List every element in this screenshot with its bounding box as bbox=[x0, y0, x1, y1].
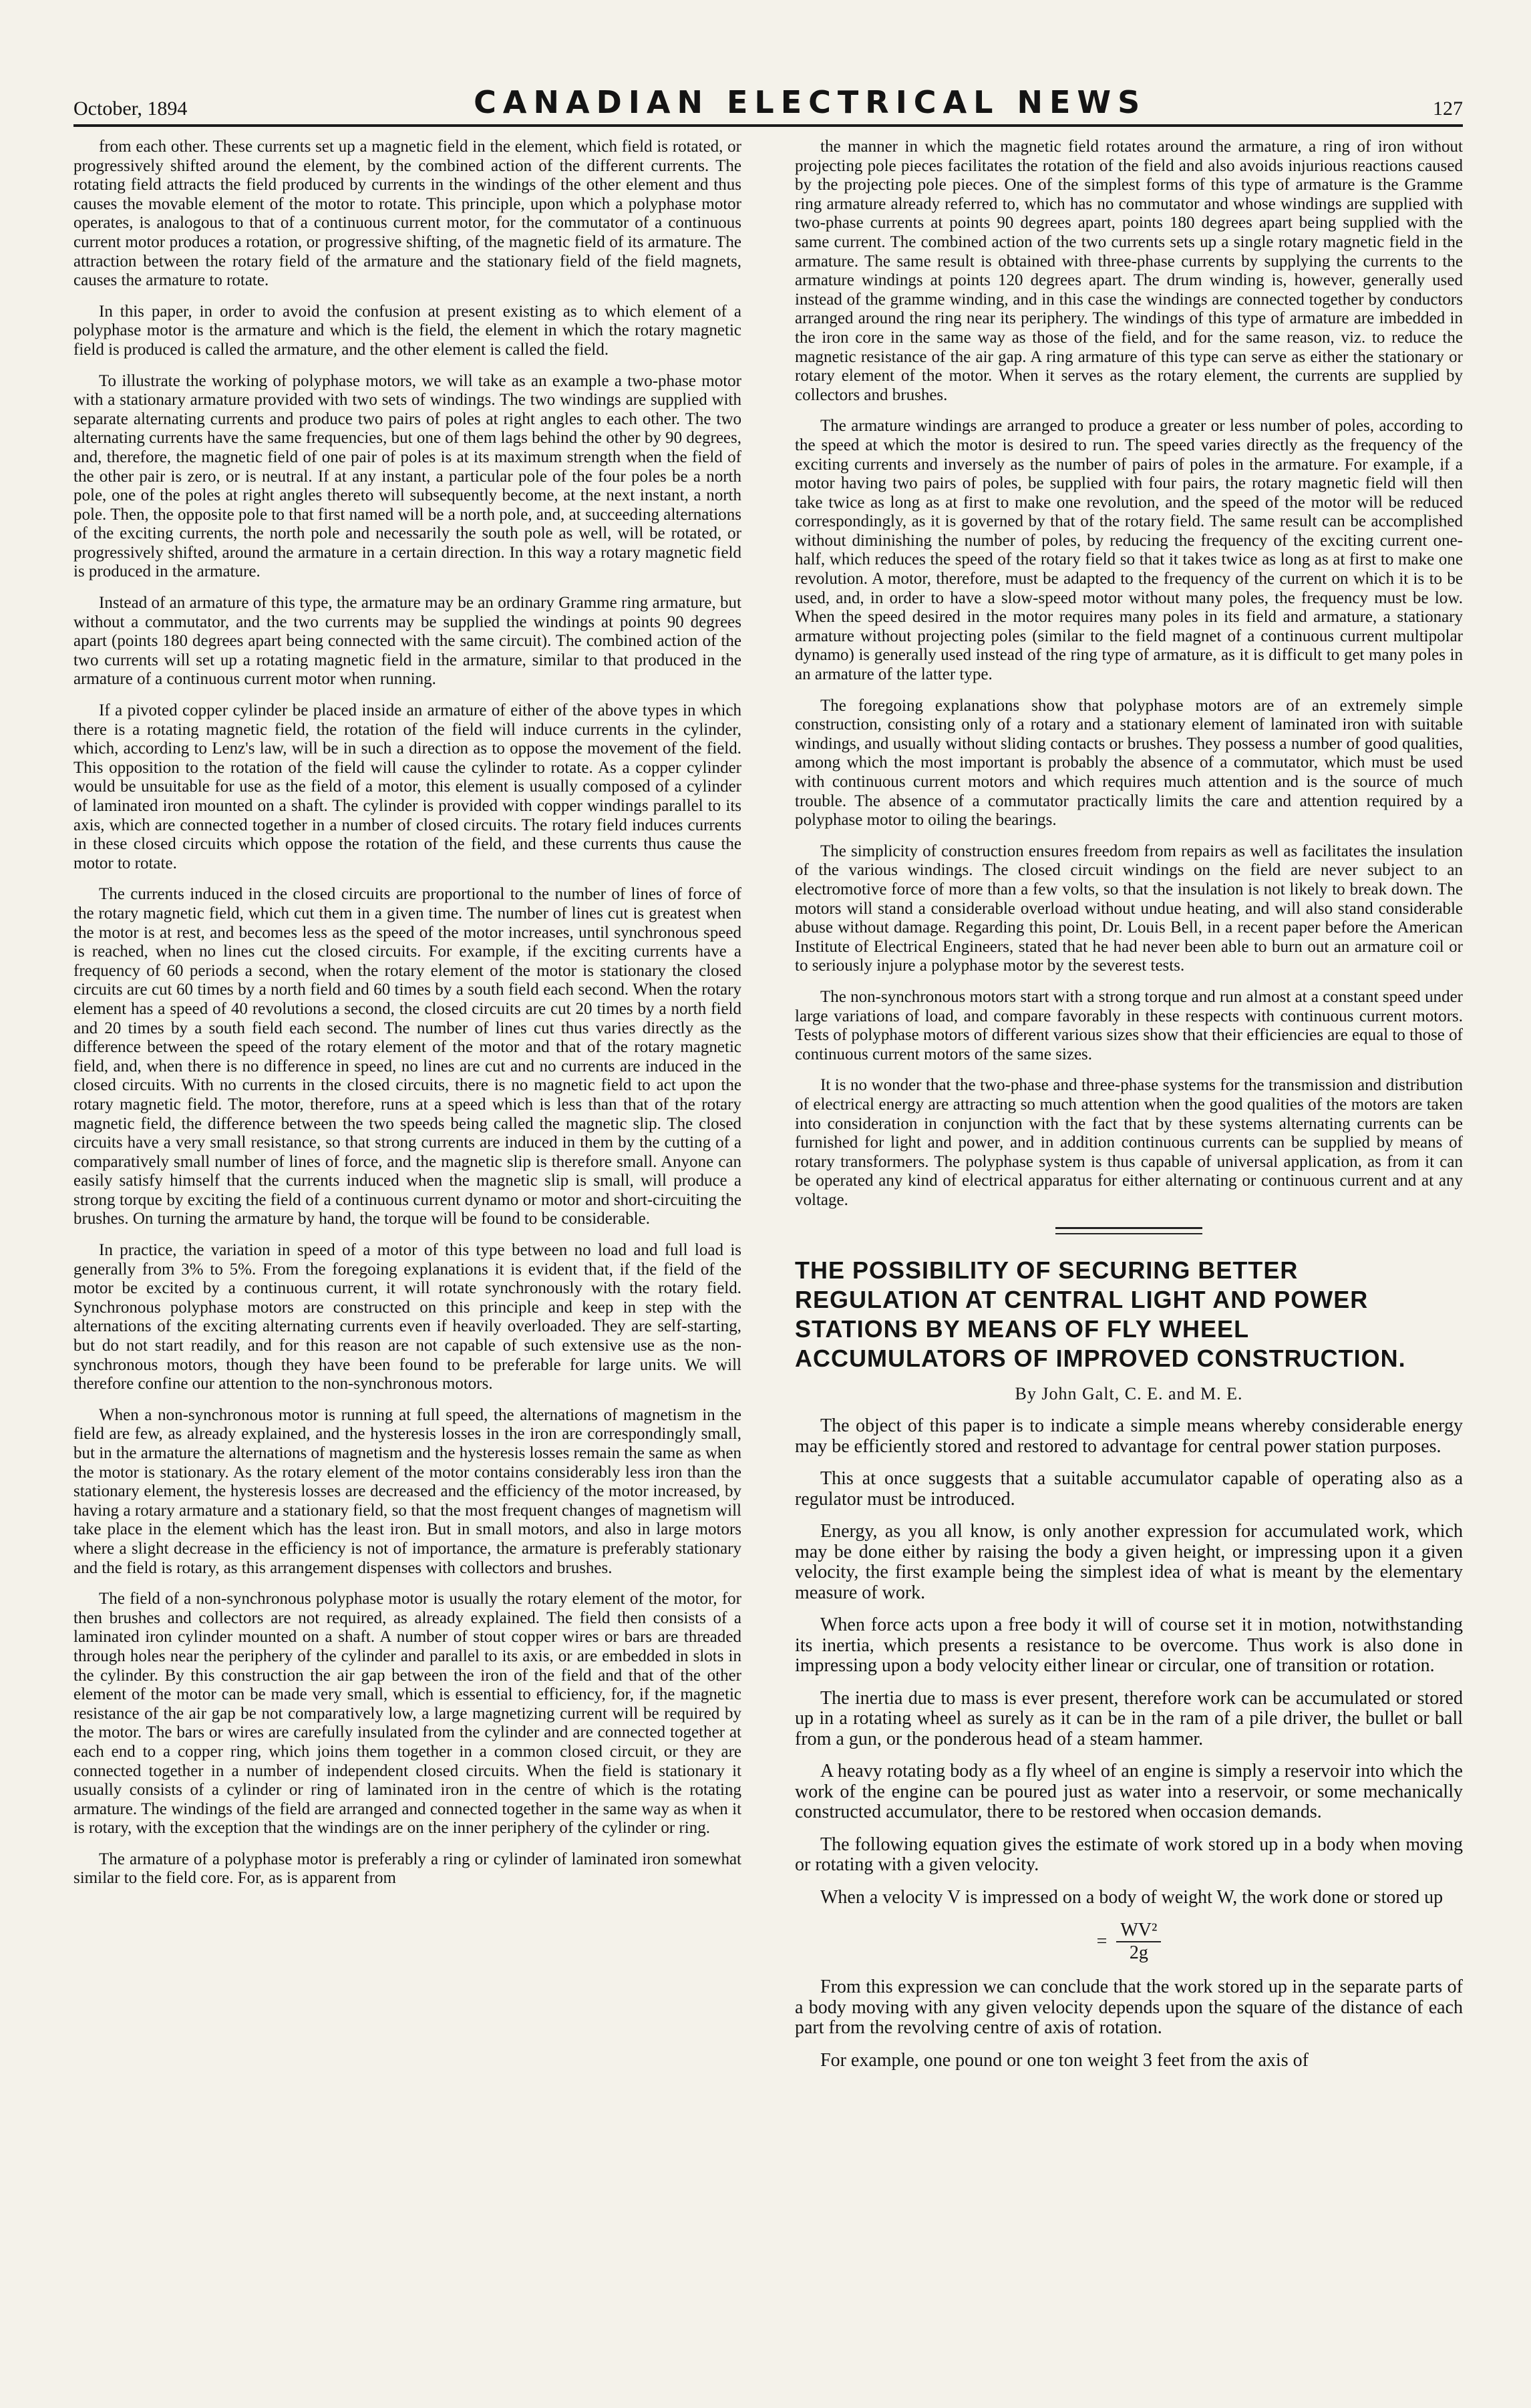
paragraph: the manner in which the magnetic field rotates around the armature, a ring of iron without projecting pole pieces facilitates the rotation of the field and also avoids injurious reactions caused by the projecting pole pieces. One of the simplest forms of this type of armature is the Gramme ring armature already referred to, which has no commutator and whose windings are supplied with two-phase currents at points 90 degrees apart, points 180 degrees apart being supplied with the same current. The combined action of the two currents sets up a single rotary magnetic field in the armature. The same result is obtained with three-phase currents by supplying the currents to the armature windings at points 120 degrees apart. The drum winding is, however, generally used instead of the gramme winding, and in this case the windings are connected together by conductors arranged around the ring near its periphery. The windings of this type of armature are imbedded in the iron core in the same way as those of the field, and for the same reason, viz. to reduce the magnetic resistance of the air gap. A ring armature of this type can serve as either the stationary or rotary element of the motor. When it serves as the rotary element, the currents are supplied by collectors and brushes. bbox=[795, 138, 1463, 404]
paragraph: This at once suggests that a suitable accumulator capable of operating also as a regulator must be introduced. bbox=[795, 1468, 1463, 1510]
article-title: THE POSSIBILITY OF SECURING BETTER REGULATION AT CENTRAL LIGHT AND POWER STATIONS BY MEANS OF FLY WHEEL ACCUMULATORS OF IMPROVED CONSTRUCTION. bbox=[795, 1256, 1406, 1373]
formula-fraction bbox=[1116, 1920, 1161, 1964]
formula-equals: = bbox=[1096, 1931, 1108, 1952]
paragraph: The currents induced in the closed circuits are proportional to the number of lines of force of the rotary magnetic field, which cut them in a given time. The number of lines cut is greatest when the motor is at rest, and becomes less as the speed of the motor increases, until synchronous speed is reached, when no lines cut the closed circuits. For example, if the exciting currents have a frequency of 60 periods a second, when the rotary element of the motor is stationary the closed circuits are cut 60 times by a north field and 60 times by a south field each second. When the rotary element has a speed of 40 revolutions a second, the closed circuits are cut 20 times by a north field and 20 times by a south field each second. The number of lines cut thus varies directly as the difference between the speed of the rotary element of the motor and that of the rotary magnetic field, and, when there is no difference in speed, no lines are cut and no currents are induced in the closed circuits. With no currents in the closed circuits, there is no magnetic field to act upon the rotary magnetic field. The motor, therefore, runs at a speed which is less than that of the rotary magnetic field, the difference between the two speeds being called the magnetic slip. The closed circuits have a very small resistance, so that strong currents are induced in them by the cutting of a comparatively small number of lines of force, and the magnetic slip is therefore small. Anyone can easily satisfy himself that the currents induced when the magnetic slip is small, will produce a strong torque by exciting the field of a continuous current dynamo or motor and short-circuiting the brushes. On turning the armature by hand, the torque will be found to be considerable. bbox=[73, 885, 741, 1228]
paragraph: If a pivoted copper cylinder be placed inside an armature of either of the above types in which there is a rotating magnetic field, the rotation of the field will induce currents in the cylinder, which, according to Lenz's law, will be in such a direction as to oppose the movement of the field. This opposition to the rotation of the field will cause the cylinder to rotate. As a copper cylinder would be unsuitable for use as the field of a motor, this element is usually composed of a cylinder of laminated iron mounted on a shaft. The cylinder is provided with copper windings parallel to its axis, which are connected together in a number of closed circuits. The rotary field induces currents in these closed circuits which oppose the rotation of the field, and these currents thus cause the motor to rotate. bbox=[73, 701, 741, 872]
page-number: 127 bbox=[1432, 98, 1463, 120]
paragraph: Instead of an armature of this type, the armature may be an ordinary Gramme ring armature, but without a commutator, and the two currents may be supplied the windings at points 90 degrees apart (points 180 degrees apart being connected with the same circuit). The combined action of the two currents will set up a rotating magnetic field in the armature, similar to that produced in the armature of a continuous current motor when running. bbox=[73, 594, 741, 689]
paragraph: When force acts upon a free body it will of course set it in motion, notwithstanding its inertia, which presents a resistance to be overcome. Thus work is also done in impressing upon a body velocity either linear or circular, one of transition or rotation. bbox=[795, 1614, 1463, 1677]
issue-date: October, 1894 bbox=[73, 98, 188, 120]
paragraph: Energy, as you all know, is only another expression for accumulated work, which may be done either by raising the body a given height, or impressing upon it a given velocity, the first example being the simplest idea of what is meant by the elementary measure of work. bbox=[795, 1521, 1463, 1603]
paragraph: For example, one pound or one ton weight 3 feet from the axis of bbox=[820, 2049, 1309, 2071]
article-byline: By John Galt, C. E. and M. E. bbox=[1015, 1384, 1243, 1404]
paragraph: The armature of a polyphase motor is preferably a ring or cylinder of laminated iron somewhat similar to the field core. For, as is apparent from bbox=[73, 1850, 741, 1888]
paragraph: The simplicity of construction ensures freedom from repairs as well as facilitates the insulation of the various windings. The closed circuit windings on the field are never subject to an electromotive force of more than a few volts, so that the insulation is not likely to break down. The motors will stand a considerable overload without undue heating, and will also stand considerable abuse without damage. Regarding this point, Dr. Louis Bell, in a recent paper before the American Institute of Electrical Engineers, stated that he had never been able to burn out an armature coil or to seriously injure a polyphase motor by the severest tests. bbox=[795, 842, 1463, 975]
publication-title: CANADIAN ELECTRICAL NEWS bbox=[474, 84, 1147, 120]
paragraph: When a velocity V is impressed on a body of weight W, the work done or stored up bbox=[820, 1886, 1443, 1908]
page-header bbox=[73, 79, 1463, 127]
formula-numerator: WV² bbox=[1116, 1920, 1161, 1942]
paragraph: The non-synchronous motors start with a strong torque and run almost at a constant speed under large variations of load, and compare favorably in these respects with continuous current motors. Tests of polyphase motors of different various sizes show that their efficiencies are equal to those of continuous current motors of the same sizes. bbox=[795, 987, 1463, 1063]
section-divider bbox=[1055, 1227, 1202, 1234]
formula-denominator: 2g bbox=[1129, 1942, 1148, 1964]
paragraph: from each other. These currents set up a magnetic field in the element, which field is rotated, or progressively shifted around the element, by the combined action of the different currents. The rotating field attracts the field produced by currents in the windings of the other element and thus causes the movable element of the motor to rotate. This principle, upon which a polyphase motor operates, is analogous to that of a continuous current motor, for the commutator of a continuous current motor produces a rotation, or progressive shifting, of the magnetic field of its armature. The attraction between the rotary field of the armature and the stationary field of the field magnets, causes the armature to rotate. bbox=[73, 138, 741, 290]
paragraph: The field of a non-synchronous polyphase motor is usually the rotary element of the motor, for then brushes and collectors are not required, as already explained. The field then consists of a laminated iron cylinder mounted on a shaft. A number of stout copper wires or bars are threaded through holes near the periphery of the cylinder and parallel to its axis, or are embedded in slots in the cylinder. By this construction the air gap between the iron of the field and that of the other element of the motor can be made very small, which is essential to efficiency, for, if the magnetic resistance of the air gap be not comparatively low, a large magnetizing current will be required by the motor. The bars or wires are carefully insulated from the cylinder and are connected together at each end to a copper ring, which joins them together in a common closed circuit, or they are connected together in a number of independent closed circuits. When the field is stationary it usually consists of a cylinder or ring of laminated iron in the centre of which is the rotating armature. The windings of the field are arranged and connected together in the same way as when it is rotary, with the exception that the windings are on the inner periphery of the cylinder or ring. bbox=[73, 1590, 741, 1838]
paragraph: A heavy rotating body as a fly wheel of an engine is simply a reservoir into which the work of the engine can be poured just as water into a reservoir, or some mechanically constructed accumulator, there to be restored when occasion demands. bbox=[795, 1761, 1463, 1823]
paragraph: From this expression we can conclude that the work stored up in the separate parts of a body moving with any given velocity depends upon the square of the distance of each part from the revolving centre of axis of rotation. bbox=[795, 1976, 1463, 2039]
work-formula bbox=[795, 1920, 1463, 1964]
right-column bbox=[795, 138, 1463, 2083]
paragraph: The armature windings are arranged to produce a greater or less number of poles, according to the speed at which the motor is desired to run. The speed varies directly as the frequency of the exciting currents and inversely as the number of pairs of poles in the armature. For example, if a motor having two pairs of poles, be supplied with four pairs, the rotary magnetic field will then take twice as long as at first to make one revolution, and the speed of the motor will be reduced correspondingly, as it is governed by that of the rotary field. The same result can be accomplished without diminishing the number of poles, by reducing the frequency of the exciting current one-half, which reduces the speed of the rotary field so that it takes twice as long as at first to make one revolution. A motor, therefore, must be adapted to the frequency of the current on which it is to be used, and, in order to have a slow-speed motor without many poles, the frequency must be low. When the speed desired in the motor requires many poles in its field and armature, a stationary armature without projecting poles (similar to the field magnet of a continuous current multipolar dynamo) is generally used instead of the ring type of armature, as it is difficult to get many poles in an armature of the latter type. bbox=[795, 417, 1463, 684]
paragraph: In practice, the variation in speed of a motor of this type between no load and full load is generally from 3% to 5%. From the foregoing explanations it is evident that, if the field of the motor be excited by a continuous current, it will rotate synchronously with the rotary field. Synchronous polyphase motors are constructed on this principle and keep in step with the alternations of the exciting alternating currents even if heavily overloaded. They are self-starting, but do not start readily, and for this reason are not capable of such extensive use as the non-synchronous motors, though they have been found to be preferable for large units. We will therefore confine our attention to the non-synchronous motors. bbox=[73, 1241, 741, 1393]
article bbox=[795, 1256, 1463, 2071]
paragraph: The following equation gives the estimate of work stored up in a body when moving or rotating with a given velocity. bbox=[795, 1834, 1463, 1876]
paragraph: The inertia due to mass is ever present, therefore work can be accumulated or stored up in a rotating wheel as surely as it can be in the ram of a pile driver, the bullet or ball from a gun, or the ponderous head of a steam hammer. bbox=[795, 1687, 1463, 1749]
paragraph: The foregoing explanations show that polyphase motors are of an extremely simple construction, consisting only of a rotary and a stationary element of laminated iron with suitable windings, and usually without sliding contacts or brushes. They possess a number of good qualities, among which the most important is probably the absence of a commutator, which must be used with continuous current motors and which requires much attention and is the source of much trouble. The absence of a commutator practically limits the care and attention required by a polyphase motor to oiling the bearings. bbox=[795, 696, 1463, 830]
paragraph: It is no wonder that the two-phase and three-phase systems for the transmission and distribution of electrical energy are attracting so much attention when the good qualities of the motors are taken into consideration in conjunction with the fact that by these systems alternating currents can be furnished for light and power, and in addition continuous currents can be supplied by means of rotary transformers. The polyphase system is thus capable of universal application, as from it can be operated any kind of electrical apparatus for either alternating or continuous current and at any voltage. bbox=[795, 1076, 1463, 1209]
paragraph: The object of this paper is to indicate a simple means whereby considerable energy may be efficiently stored and restored to advantage for central power station purposes. bbox=[795, 1415, 1463, 1457]
left-column bbox=[73, 138, 741, 1900]
paragraph: When a non-synchronous motor is running at full speed, the alternations of magnetism in the field are few, as already explained, and the hysteresis losses in the iron are correspondingly small, but in the armature the alternations of magnetism and the hysteresis losses remain the same as when the motor is stationary. As the rotary element of the motor contains considerably less iron than the stationary element, the hysteresis losses are decreased and the efficiency of the motor increased, by having a rotary armature and a stationary field, so that the most frequent changes of magnetism will take place in the element which has the least iron. But in small motors, and also in large motors where a slight decrease in the efficiency is not of importance, the armature is preferably stationary and the field is rotary, as this arrangement dispenses with collectors and brushes. bbox=[73, 1405, 741, 1577]
paragraph: In this paper, in order to avoid the confusion at present existing as to which element of a polyphase motor is the armature and which is the field, the element in which the rotary magnetic field is produced is called the armature, and the other element is called the field. bbox=[73, 302, 741, 359]
paragraph: To illustrate the working of polyphase motors, we will take as an example a two-phase motor with a stationary armature provided with two sets of windings. The two windings are supplied with separate alternating currents and produce two pairs of poles at right angles to each other. The two alternating currents have the same frequencies, but one of them lags behind the other by 90 degrees, and, therefore, the magnetic field of one pair of poles is at its maximum strength when the field of the other pair is zero, or is neutral. If at any instant, a particular pole of the four poles be a north pole, one of the poles at right angles thereto will subsequently become, at the next instant, a north pole. Then, the opposite pole to that first named will be a north pole, and, at succeeding alternations of the exciting currents, the north pole and necessarily the south pole as well, will be rotated, or progressively shifted, around the armature in a certain direction. In this way a rotary magnetic field is produced in the armature. bbox=[73, 371, 741, 581]
